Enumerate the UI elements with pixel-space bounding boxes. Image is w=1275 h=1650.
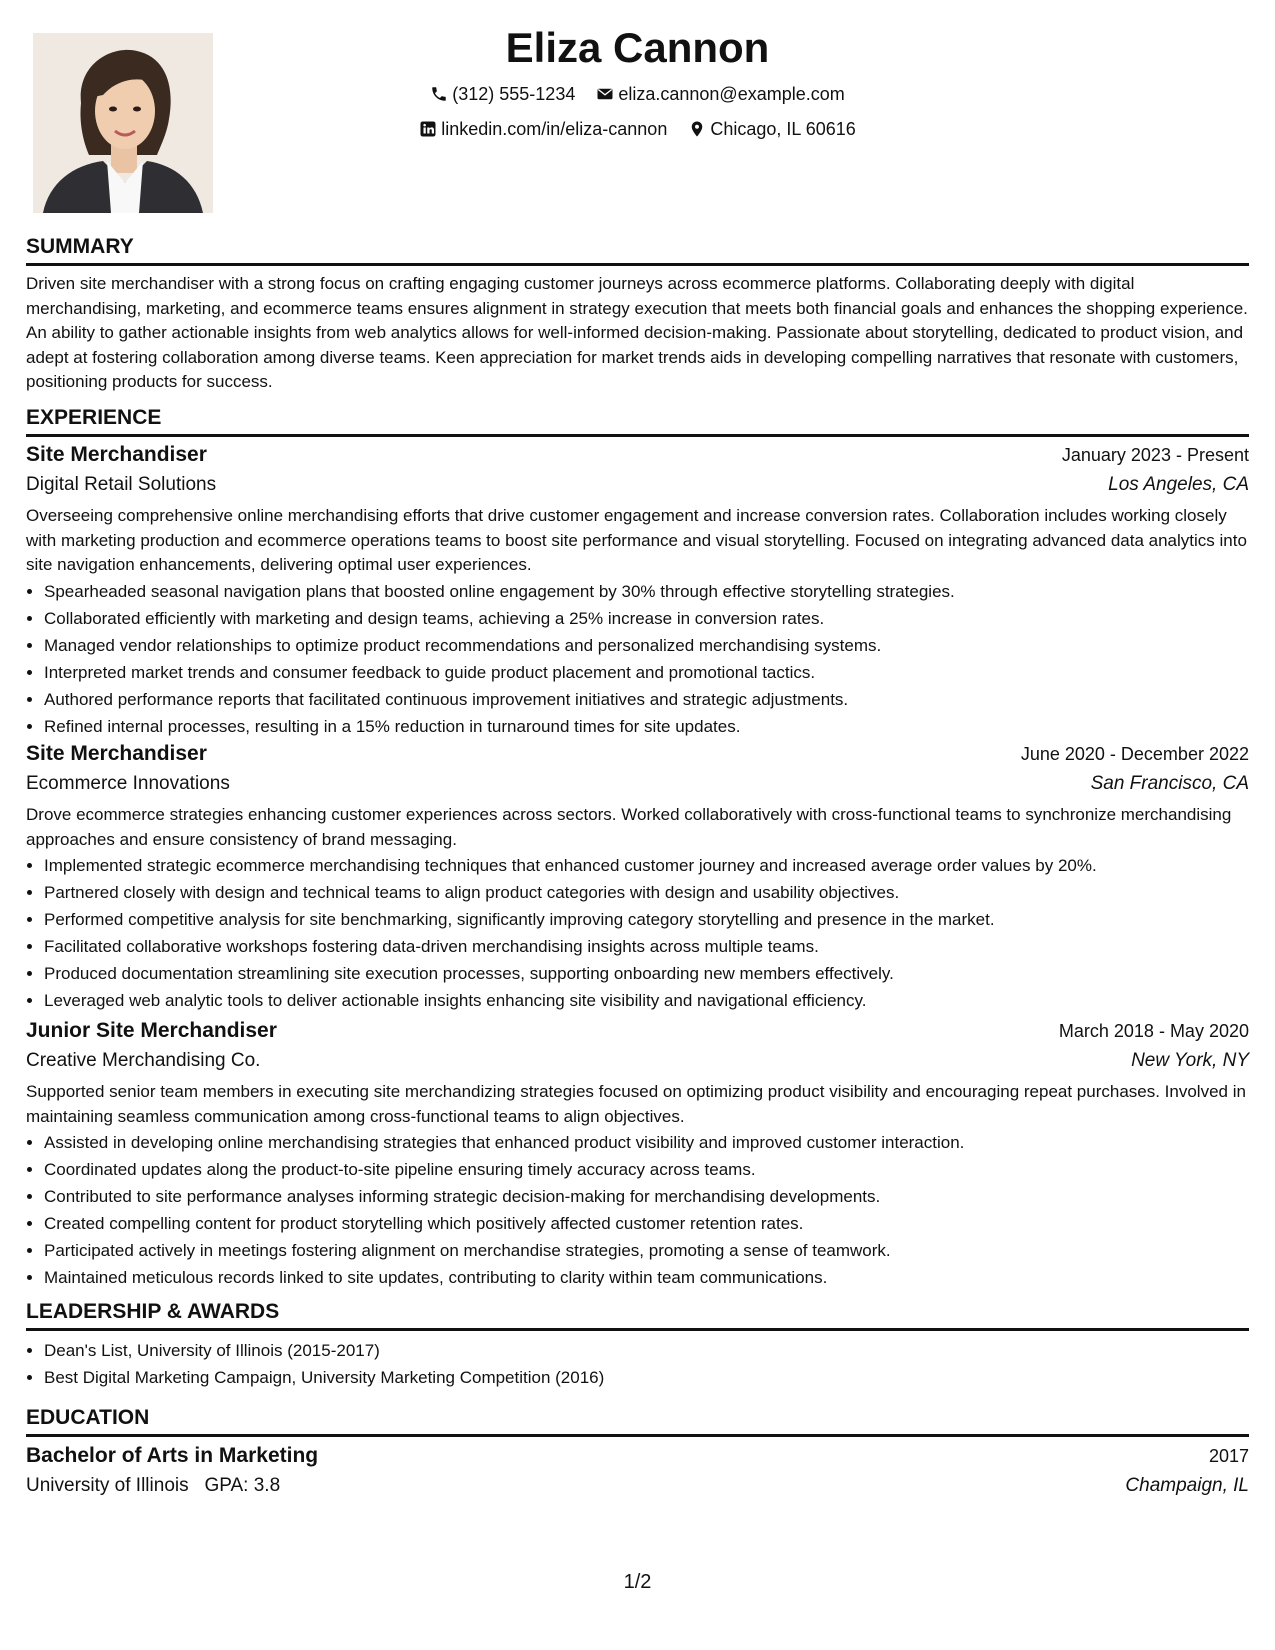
job-title: Site Merchandiser [26,443,207,466]
list-item: • Refined internal processes, resulting in a 15% reduction in turnaround times for site updates. [44,713,1249,740]
resume-header [26,18,1249,148]
location-contact [688,113,855,145]
list-item: • Created compelling content for product storytelling which positively affected customer retention rates. [44,1210,1249,1237]
list-item: • Best Digital Marketing Campaign, University Marketing Competition (2016) [44,1364,1249,1391]
job-description: Supported senior team members in executing site merchandizing strategies focused on optimizing product visibility and encouraging repeat purchases. Involved in maintaining seamless communication among cross-functional teams to align objectives. [26,1082,1246,1126]
job-entry [26,1016,1249,1291]
envelope-icon [596,85,614,103]
list-item: • Maintained meticulous records linked to site updates, contributing to clarity within team communications. [44,1264,1249,1291]
list-item: • Performed competitive analysis for site benchmarking, significantly improving category storytelling and presence in the market. [44,906,1249,933]
map-pin-icon [688,120,706,138]
job-dates: March 2018 - May 2020 [1058,1021,1249,1041]
job-location: San Francisco, CA [1090,773,1249,794]
phone-contact[interactable] [430,78,575,110]
job-bullets [26,1129,1249,1291]
phone-icon [430,85,448,103]
list-item: • Assisted in developing online merchandising strategies that enhanced product visibility and improved customer interaction. [44,1129,1249,1156]
candidate-name: Eliza Cannon [505,24,770,71]
list-item: • Interpreted market trends and consumer feedback to guide product placement and promotional tactics. [44,659,1249,686]
school-name: University of Illinois [26,1475,189,1496]
school-line [26,1471,280,1501]
job-company: Digital Retail Solutions [26,474,217,495]
job-description: Drove ecommerce strategies enhancing customer experiences across sectors. Worked collaboratively with cross-functional teams to synchronize merchandising approaches and ensure consistency of brand messaging. [26,805,1232,849]
graduation-year: 2017 [1208,1446,1249,1466]
list-item: • Participated actively in meetings fostering alignment on merchandise strategies, promoting a sense of teamwork. [44,1237,1249,1264]
list-item: • Partnered closely with design and technical teams to align product categories with design and usability objectives. [44,879,1249,906]
education-section [26,1404,1249,1501]
job-dates: June 2020 - December 2022 [1020,744,1249,764]
job-entry [26,440,1249,740]
list-item: • Contributed to site performance analyses informing strategic decision-making for merchandising developments. [44,1183,1249,1210]
education-heading: EDUCATION [26,1404,1249,1437]
linkedin-contact[interactable] [419,113,667,145]
page-number: 1/2 [623,1571,652,1593]
linkedin-text: linkedin.com/in/eliza-cannon [441,119,668,139]
list-item: • Collaborated efficiently with marketing and design teams, achieving a 25% increase in conversion rates. [44,605,1249,632]
phone-text: (312) 555-1234 [452,84,576,104]
email-contact[interactable] [596,78,844,110]
linkedin-icon [419,120,437,138]
list-item: • Leveraged web analytic tools to deliver actionable insights enhancing site visibility and navigational efficiency. [44,987,1249,1014]
list-item: • Facilitated collaborative workshops fostering data-driven merchandising insights across multiple teams. [44,933,1249,960]
list-item: • Coordinated updates along the product-to-site pipeline ensuring timely accuracy across teams. [44,1156,1249,1183]
gpa: GPA: 3.8 [204,1475,281,1496]
experience-section [26,404,1249,437]
job-location: Los Angeles, CA [1108,474,1249,495]
list-item: • Managed vendor relationships to optimize product recommendations and personalized merchandising systems. [44,632,1249,659]
experience-heading: EXPERIENCE [26,404,1249,437]
job-location: New York, NY [1131,1050,1249,1071]
job-entry [26,739,1249,1014]
awards-list [26,1337,1249,1391]
list-item: • Authored performance reports that facilitated continuous improvement initiatives and strategic adjustments. [44,686,1249,713]
list-item: • Dean's List, University of Illinois (2015-2017) [44,1337,1249,1364]
summary-text: Driven site merchandiser with a strong focus on crafting engaging customer journeys across ecommerce platforms. Collaborating deeply with digital merchandising, marketing, and ecommerce teams ensures alignment in strategy execution that meets both financial goals and enhances the shopping experience. An ability to gather actionable insights from web analytics allows for well-informed decision-making. Passionate about storytelling, dedicated to product vision, and adept at fostering collaboration among diverse teams. Keen appreciation for market trends aids in developing compelling narratives that resonate with customers, positioning products for success. [26,274,1248,391]
job-dates: January 2023 - Present [1061,445,1249,465]
list-item: • Produced documentation streamlining site execution processes, supporting onboarding new members effectively. [44,960,1249,987]
summary-section [26,233,1249,395]
school-location: Champaign, IL [1125,1475,1249,1496]
job-bullets [26,852,1249,1014]
awards-heading: LEADERSHIP & AWARDS [26,1298,1249,1331]
list-item: • Spearheaded seasonal navigation plans that boosted online engagement by 30% through effective storytelling strategies. [44,578,1249,605]
list-item: • Implemented strategic ecommerce merchandising techniques that enhanced customer journey and increased average order values by 20%. [44,852,1249,879]
job-bullets [26,578,1249,740]
email-text: eliza.cannon@example.com [618,84,845,104]
contact-row-2 [26,113,1249,148]
location-text: Chicago, IL 60616 [710,119,856,139]
awards-section [26,1298,1249,1391]
job-company: Creative Merchandising Co. [26,1050,261,1071]
job-description: Overseeing comprehensive online merchandising efforts that drive customer engagement and increase conversion rates. Collaboration includes working closely with marketing production and ecommerce operations teams to boost site performance and visual storytelling. Focused on integrating advanced data analytics into site navigation enhancements, delivering optimal user experiences. [26,506,1247,574]
contact-row-1 [26,78,1249,113]
job-title: Junior Site Merchandiser [26,1019,277,1042]
job-company: Ecommerce Innovations [26,773,230,794]
summary-heading: SUMMARY [26,233,1249,266]
degree-title: Bachelor of Arts in Marketing [26,1444,319,1467]
resume-page [26,0,1249,1650]
job-title: Site Merchandiser [26,742,207,765]
